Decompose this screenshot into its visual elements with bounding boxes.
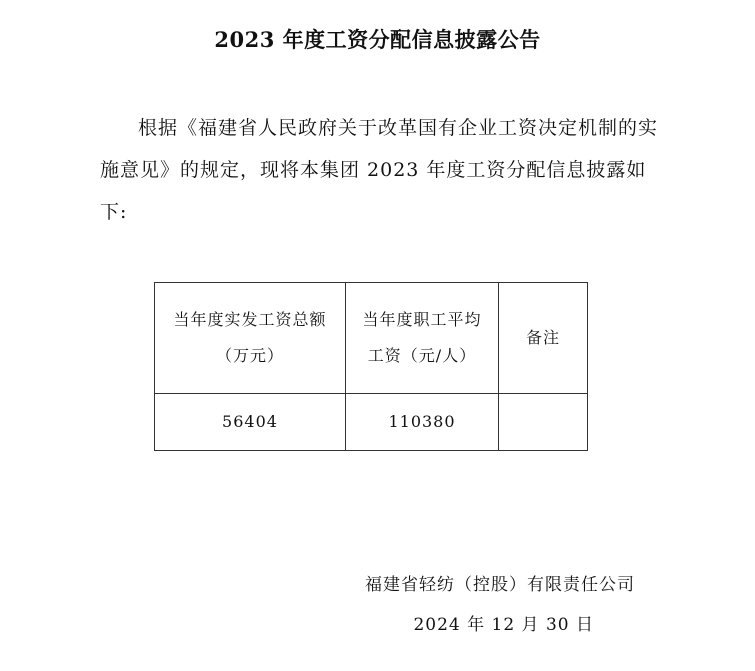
wage-info-table	[154, 282, 588, 451]
publish-date: 2024 年 12 月 30 日	[413, 615, 594, 635]
header-average-wage	[346, 283, 499, 394]
header-total-wage-line2: （万元）	[215, 346, 284, 365]
table-row	[155, 394, 588, 451]
header-average-wage-line2: 工资（元/人）	[367, 346, 477, 365]
cell-total-wage: 56404	[155, 394, 346, 451]
header-remarks-label: 备注	[525, 328, 560, 347]
cell-remarks	[499, 394, 588, 451]
header-total-wage	[155, 283, 346, 394]
document-title: 2023 年度工资分配信息披露公告	[214, 27, 541, 52]
header-total-wage-line1: 当年度实发工资总额	[173, 310, 327, 329]
header-remarks	[499, 283, 588, 394]
company-name: 福建省轻纺（控股）有限责任公司	[365, 575, 635, 595]
header-average-wage-line1: 当年度职工平均	[362, 310, 482, 329]
cell-average-wage: 110380	[346, 394, 499, 451]
body-paragraph: 根据《福建省人民政府关于改革国有企业工资决定机制的实施意见》的规定，现将本集团 2023 年度工资分配信息披露如下:	[100, 117, 659, 223]
table-header-row	[155, 283, 588, 394]
